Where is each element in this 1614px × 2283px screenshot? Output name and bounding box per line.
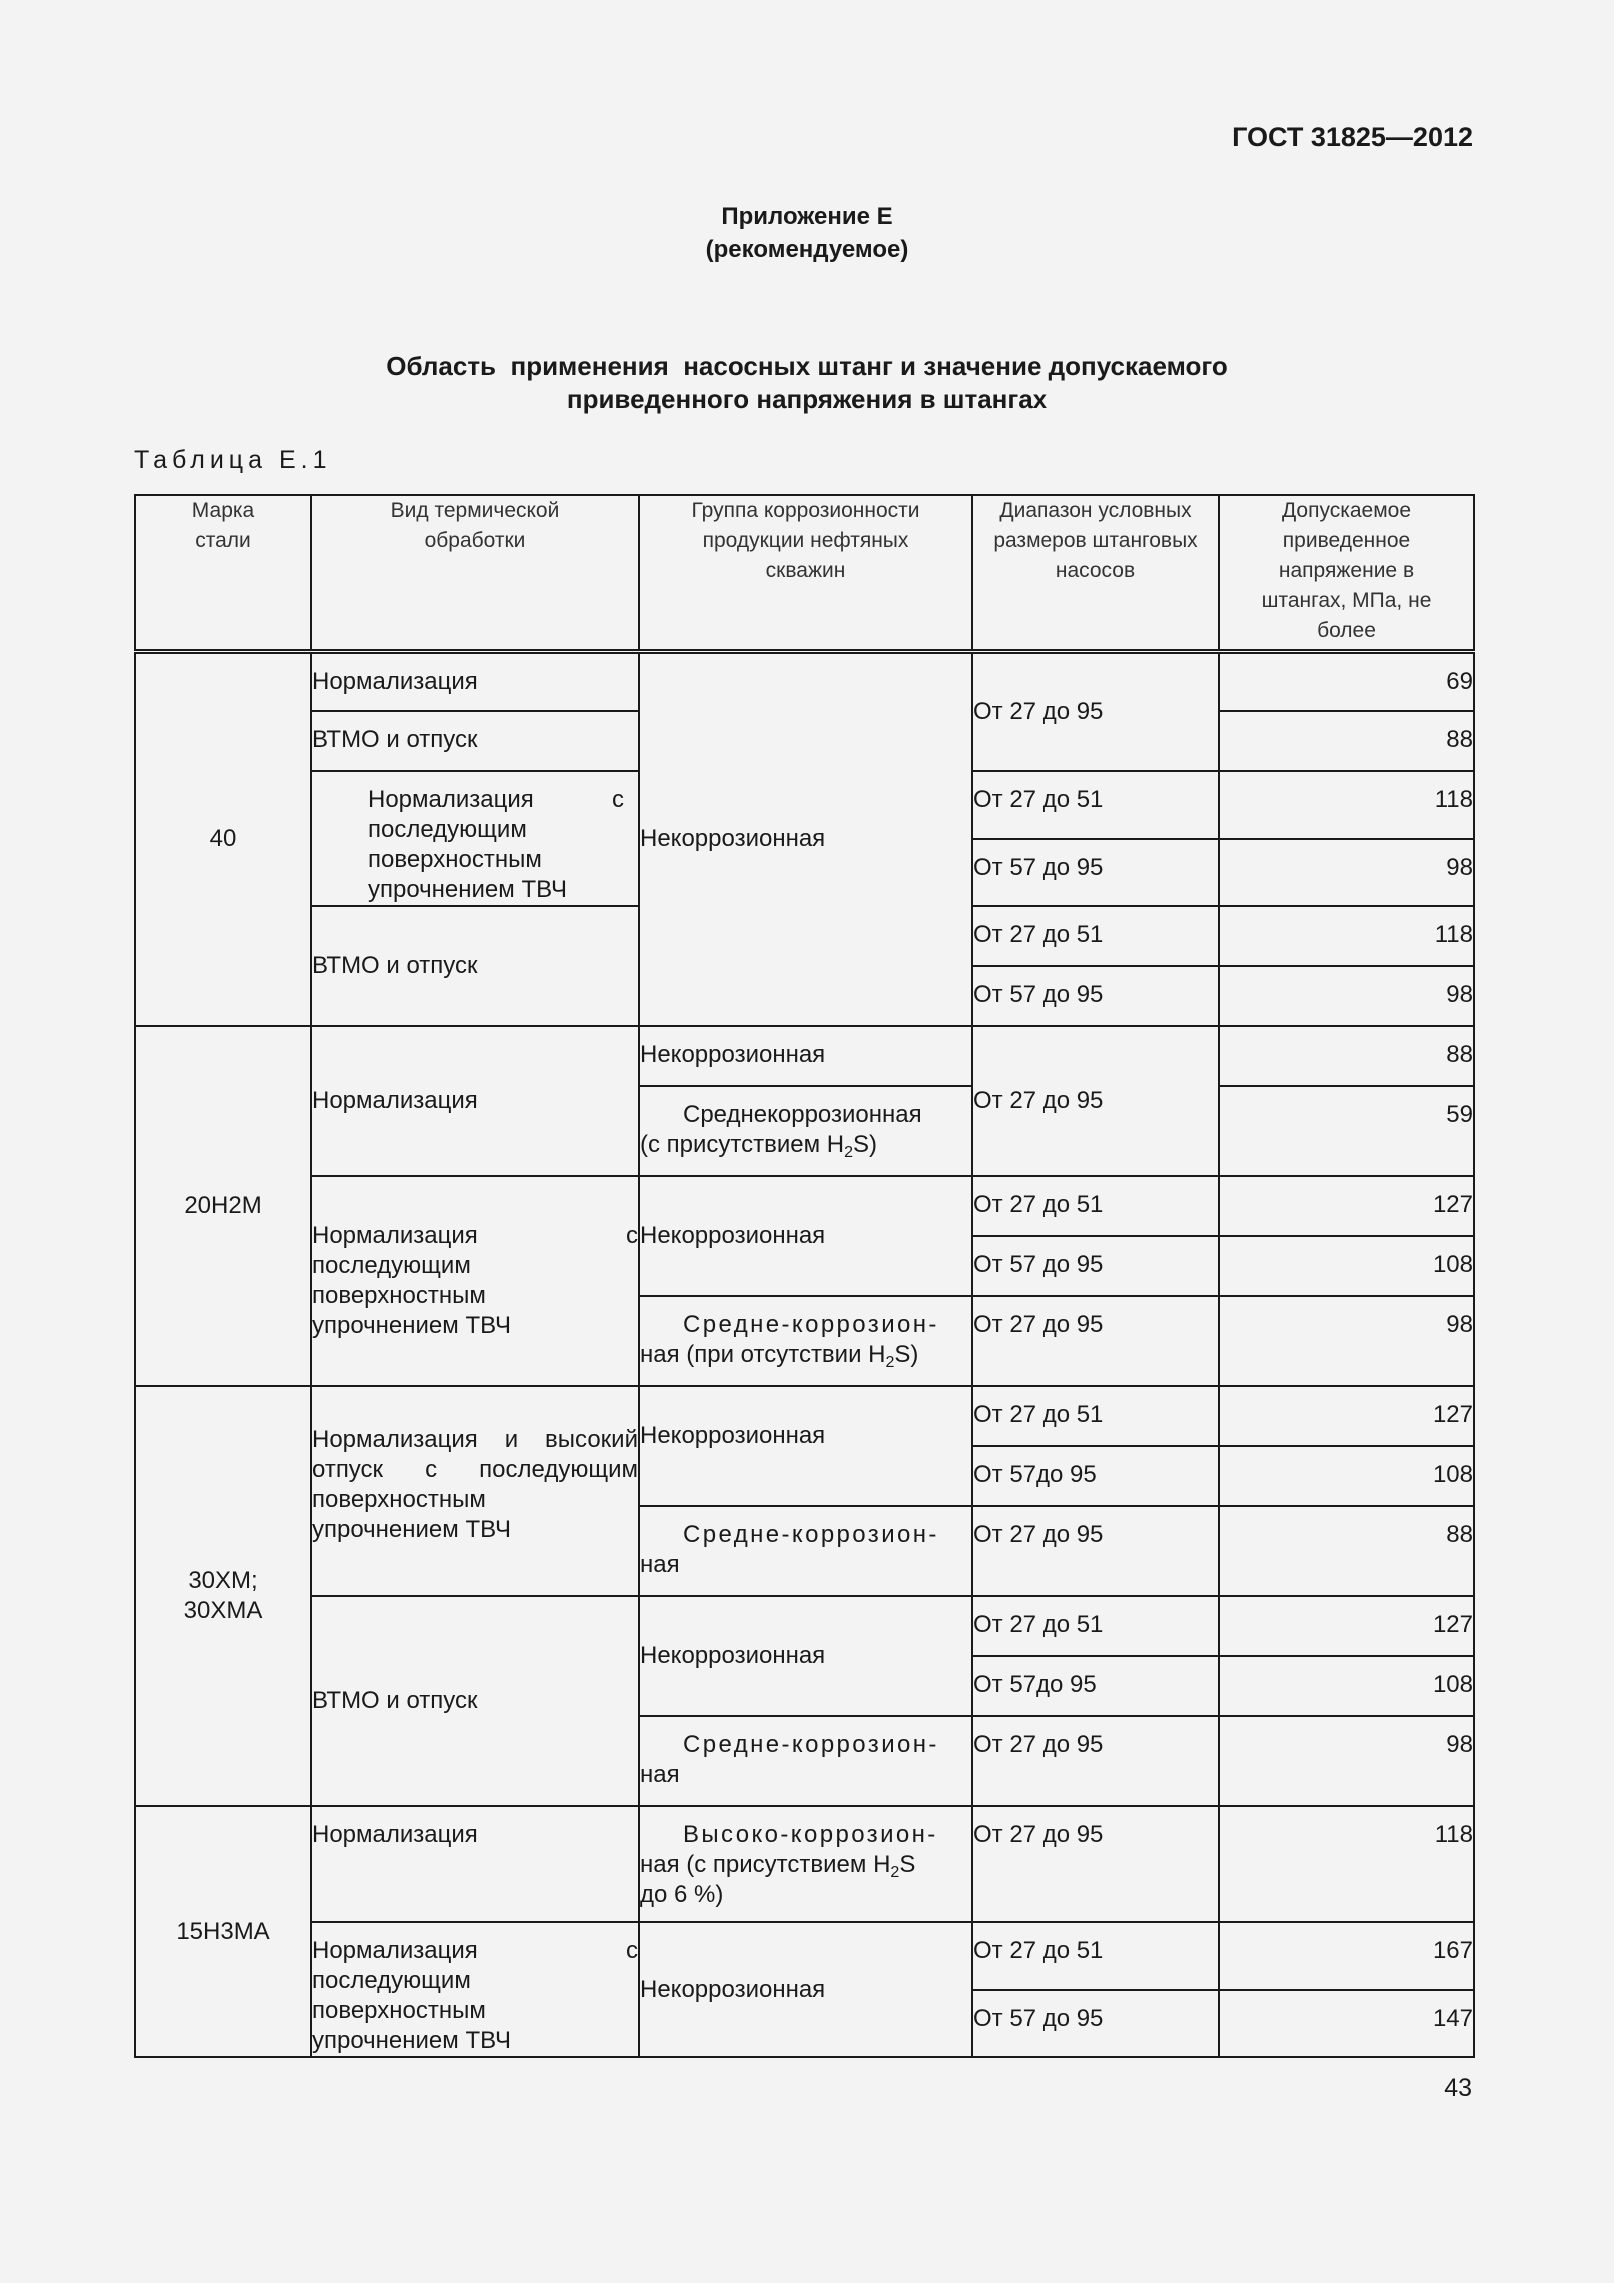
col-header-corrosion-group: Группа коррозионности продукции нефтяных скважин bbox=[639, 495, 972, 651]
corrosion-group-cell bbox=[639, 1086, 972, 1176]
size-range-cell: От 57 до 95 bbox=[972, 1236, 1219, 1296]
table-row bbox=[135, 1176, 1474, 1236]
stress-value-cell: 127 bbox=[1219, 1596, 1474, 1656]
col-header-allowable-stress: Допускаемое приведенное напряжение в штангах, МПа, не более bbox=[1219, 495, 1474, 651]
appendix-status: (рекомендуемое) bbox=[705, 236, 909, 263]
treatment-cell: Нормализация bbox=[311, 1026, 639, 1176]
group-text: (с присутствием H bbox=[640, 1131, 845, 1158]
size-range-cell: От 27 до 95 bbox=[972, 651, 1219, 771]
size-range-cell: От 57до 95 bbox=[972, 1656, 1219, 1716]
size-range-cell: От 27 до 95 bbox=[972, 1296, 1219, 1386]
treatment-cell: Нормализация с последующим поверхностным упрочнением ТВЧ bbox=[311, 1176, 639, 1386]
group-text: Средне-коррозион- bbox=[683, 1521, 939, 1548]
size-range-cell: От 27 до 51 bbox=[972, 1922, 1219, 1990]
subscript: 2 bbox=[844, 1144, 854, 1161]
stress-value-cell: 118 bbox=[1219, 771, 1474, 839]
treatment-cell: ВТМО и отпуск bbox=[311, 906, 639, 1026]
stress-value-cell: 108 bbox=[1219, 1236, 1474, 1296]
size-range-cell: От 27 до 95 bbox=[972, 1026, 1219, 1176]
stress-table bbox=[134, 494, 1475, 2058]
stress-value-cell: 127 bbox=[1219, 1176, 1474, 1236]
col-header-size-range: Диапазон условных размеров штанговых насосов bbox=[972, 495, 1219, 651]
treatment-cell: Нормализация с последующим поверхностным упрочнением ТВЧ bbox=[311, 771, 639, 906]
corrosion-group-cell: Некоррозионная bbox=[639, 1176, 972, 1296]
size-range-cell: От 57 до 95 bbox=[972, 1990, 1219, 2058]
table-label: Таблица Е.1 bbox=[134, 446, 332, 474]
steel-grade-cell: 40 bbox=[135, 651, 311, 1026]
stress-value-cell: 127 bbox=[1219, 1386, 1474, 1446]
corrosion-group-cell: Некоррозионная bbox=[639, 1596, 972, 1716]
size-range-cell: От 27 до 51 bbox=[972, 771, 1219, 839]
group-text: S) bbox=[894, 1341, 919, 1368]
table-header-row bbox=[135, 495, 1474, 651]
document-title bbox=[0, 350, 1614, 416]
corrosion-group-cell: Некоррозионная bbox=[639, 1922, 972, 2057]
corrosion-group-cell bbox=[639, 1296, 972, 1386]
group-text: до 6 %) bbox=[640, 1881, 724, 1908]
group-text: ная (при отсутствии H bbox=[640, 1341, 886, 1368]
size-range-cell: От 27 до 95 bbox=[972, 1506, 1219, 1596]
group-text: ная bbox=[640, 1761, 680, 1788]
treatment-cell: ВТМО и отпуск bbox=[311, 1596, 639, 1806]
corrosion-group-cell: Некоррозионная bbox=[639, 1386, 972, 1506]
stress-value-cell: 69 bbox=[1219, 651, 1474, 711]
stress-value-cell: 88 bbox=[1219, 711, 1474, 771]
stress-value-cell: 98 bbox=[1219, 1716, 1474, 1806]
treatment-cell: ВТМО и отпуск bbox=[311, 711, 639, 771]
table-row bbox=[135, 651, 1474, 711]
group-text: Среднекоррозионная bbox=[683, 1101, 922, 1128]
stress-value-cell: 167 bbox=[1219, 1922, 1474, 1990]
stress-value-cell: 98 bbox=[1219, 839, 1474, 907]
stress-value-cell: 88 bbox=[1219, 1026, 1474, 1086]
size-range-cell: От 27 до 95 bbox=[972, 1716, 1219, 1806]
corrosion-group-cell bbox=[639, 1806, 972, 1922]
size-range-cell: От 27 до 51 bbox=[972, 1386, 1219, 1446]
corrosion-group-cell bbox=[639, 1716, 972, 1806]
stress-value-cell: 118 bbox=[1219, 906, 1474, 966]
treatment-cell: Нормализация bbox=[311, 651, 639, 711]
subscript: 2 bbox=[890, 1864, 900, 1881]
stress-value-cell: 147 bbox=[1219, 1990, 1474, 2058]
steel-grade-line: 30ХМА bbox=[183, 1597, 263, 1624]
steel-grade-cell: 20Н2М bbox=[135, 1026, 311, 1386]
group-text: Средне-коррозион- bbox=[683, 1311, 939, 1338]
group-text: S) bbox=[853, 1131, 878, 1158]
steel-grade-cell bbox=[135, 1386, 311, 1806]
stress-value-cell: 98 bbox=[1219, 966, 1474, 1026]
page-number: 43 bbox=[1444, 2074, 1472, 2102]
standard-code: ГОСТ 31825—2012 bbox=[1232, 122, 1473, 152]
size-range-cell: От 57 до 95 bbox=[972, 839, 1219, 907]
steel-grade-line: 30ХМ; bbox=[188, 1567, 258, 1594]
table-row bbox=[135, 1806, 1474, 1922]
size-range-cell: От 27 до 51 bbox=[972, 1596, 1219, 1656]
stress-value-cell: 98 bbox=[1219, 1296, 1474, 1386]
col-header-mark: Марка стали bbox=[135, 495, 311, 651]
size-range-cell: От 57 до 95 bbox=[972, 966, 1219, 1026]
group-text: ная bbox=[640, 1551, 680, 1578]
size-range-cell: От 27 до 95 bbox=[972, 1806, 1219, 1922]
stress-value-cell: 108 bbox=[1219, 1656, 1474, 1716]
table-row bbox=[135, 1386, 1474, 1446]
size-range-cell: От 27 до 51 bbox=[972, 1176, 1219, 1236]
stress-value-cell: 118 bbox=[1219, 1806, 1474, 1922]
steel-grade-cell: 15Н3МА bbox=[135, 1806, 311, 2057]
title-line-1: Область применения насосных штанг и значение допускаемого bbox=[386, 351, 1228, 381]
size-range-cell: От 27 до 51 bbox=[972, 906, 1219, 966]
table-row bbox=[135, 1922, 1474, 1990]
appendix-label: Приложение Е bbox=[721, 203, 893, 230]
group-text: Средне-коррозион- bbox=[683, 1731, 939, 1758]
treatment-cell: Нормализация с последующим поверхностным упрочнением ТВЧ bbox=[311, 1922, 639, 2057]
group-text: Высоко-коррозион- bbox=[683, 1821, 938, 1848]
title-line-2: приведенного напряжения в штангах bbox=[566, 384, 1048, 414]
corrosion-group-cell: Некоррозионная bbox=[639, 1026, 972, 1086]
stress-value-cell: 88 bbox=[1219, 1506, 1474, 1596]
stress-value-cell: 59 bbox=[1219, 1086, 1474, 1176]
size-range-cell: От 57до 95 bbox=[972, 1446, 1219, 1506]
stress-value-cell: 108 bbox=[1219, 1446, 1474, 1506]
treatment-cell: Нормализация и высокий отпуск с последующим поверхностным упрочнением ТВЧ bbox=[311, 1386, 639, 1596]
treatment-cell: Нормализация bbox=[311, 1806, 639, 1922]
group-text: ная (с присутствием H bbox=[640, 1851, 891, 1878]
table-row bbox=[135, 1026, 1474, 1086]
group-text: S bbox=[899, 1851, 916, 1878]
col-header-treatment: Вид термической обработки bbox=[311, 495, 639, 651]
corrosion-group-cell: Некоррозионная bbox=[639, 651, 972, 1026]
table-row bbox=[135, 1596, 1474, 1656]
subscript: 2 bbox=[885, 1354, 895, 1371]
appendix-heading bbox=[0, 200, 1614, 266]
corrosion-group-cell bbox=[639, 1506, 972, 1596]
